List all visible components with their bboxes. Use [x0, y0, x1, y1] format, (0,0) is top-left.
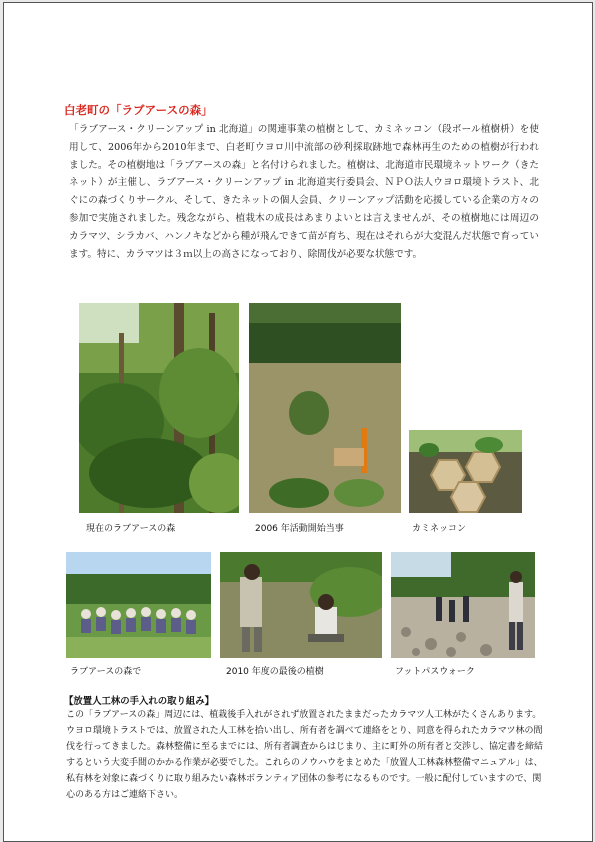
forest-photo	[79, 303, 239, 513]
photo-caption: 2010 年度の最後の植樹	[226, 667, 324, 677]
section-title: 白老町の「ラブアースの森」	[64, 103, 213, 117]
section2-title: 【放置人工林の手入れの取り組み】	[64, 696, 215, 707]
planting-site-photo	[249, 303, 401, 513]
seedling-pots-photo	[409, 430, 522, 513]
section2-paragraph: この「ラブアースの森」周辺には、植栽後手入れがされず放置されたままだったカラマツ人工林がたくさんあります。ウヨロ環境トラストでは、放置された人工林を拾い出し、所有者を調べて連絡をとり、同意を得られたカラマツ林の間伐を行ってきました。森林整備に至るまでには、所有者調査からはじまり、主に町外の所有者と交渉し、協定書を締結するという大変手間のかかる作業が必要でした。これらのノウハウをまとめた「放置人工林森林整備マニュアル」は、私有林を対象に森づくりに取り組みたい森林ボランティア団体の参考になるものです。一般に配付していますので、関心のある方はご連絡下さい。	[66, 710, 544, 800]
photo-caption: 現在のラブアースの森	[86, 524, 176, 534]
group-photo	[66, 552, 211, 658]
intro-paragraph: 「ラブアース・クリーンアップ in 北海道」の関連事業の植樹として、カミネッコン（段ボール植樹枡）を使用して、2006年から2010年まで、白老町ウヨロ川中流部の砂利採取跡地で森林再生のための植樹が行われました。その植樹地は「ラブアースの森」と名付けられました。植樹は、北海道市民環境ネットワーク（きたネット）が主催し、ラブアース・クリーンアップ in 北海道実行委員会、ＮＰＯ法人ウヨロ環境トラスト、北ぐにの森づくりサークル、そして、きたネットの個人会員、クリーンアップ活動を応援している企業の方々の参加で実施されました。残念ながら、植栽木の成長はあまりよいとは言えませんが、その植樹地には周辺のカラマツ、シラカバ、ハンノキなどから種が飛んできて苗が育ち、現在はそれらが大変混んだ状態で育っています。特に、カラマツは３ｍ以上の高さになっており、除間伐が必要な状態です。	[69, 124, 539, 260]
document-page	[3, 2, 593, 842]
photo-caption: フットパスウォーク	[395, 667, 475, 677]
photo-caption: カミネッコン	[412, 524, 467, 534]
riverbed-walk-photo	[391, 552, 535, 658]
photo-caption: ラブアースの森で	[70, 667, 142, 677]
planting-photo	[220, 552, 382, 658]
photo-caption: 2006 年活動開始当事	[255, 524, 344, 534]
